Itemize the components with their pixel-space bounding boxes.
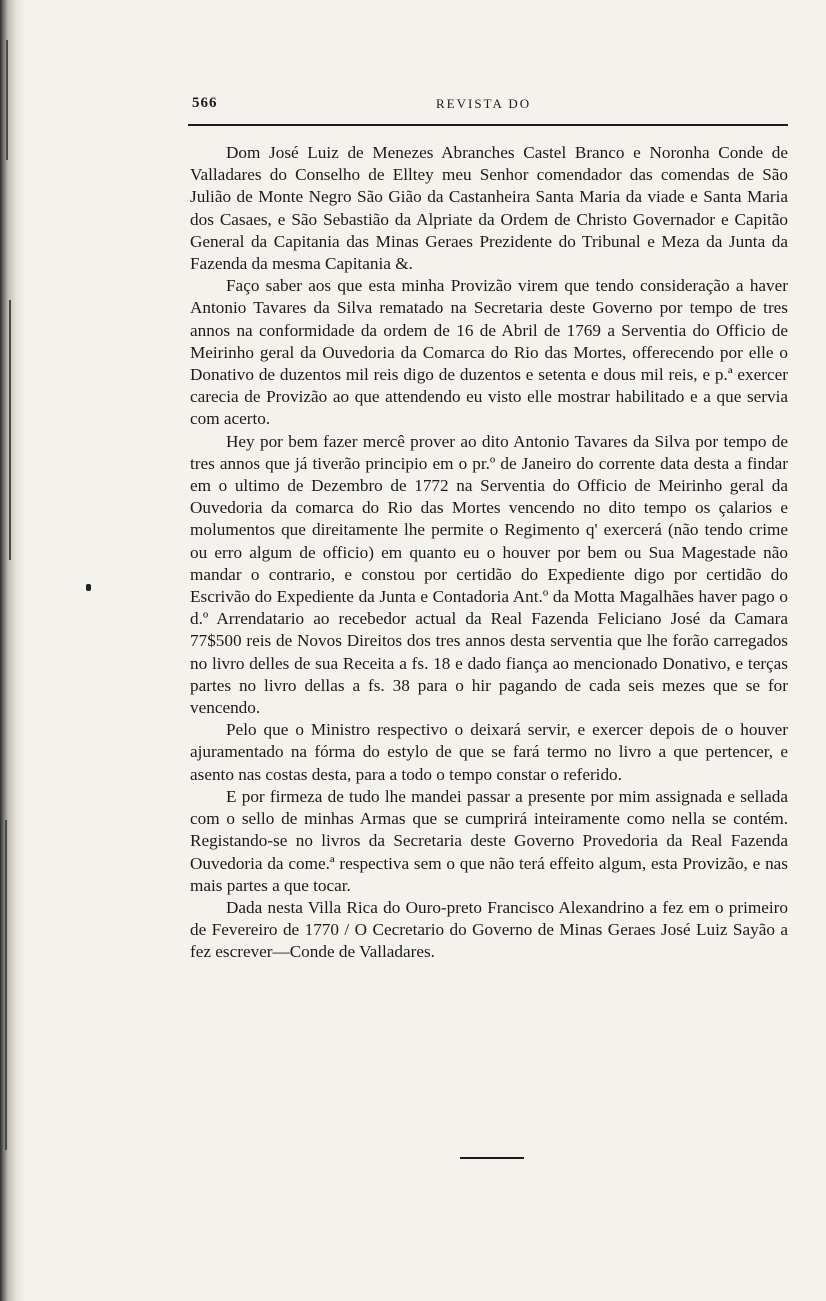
paragraph-intro: Dom José Luiz de Menezes Abranches Castel Branco e Noronha Conde de Valladares do Conselho de Elltey meu Senhor comendador das comendas de São Julião de Monte Negro São Gião da Castanheira Santa Maria da viade e Santa Maria dos Casaes, e São Sebastião da Alpriate da Ordem de Christo Governador e Capitão General da Capitania das Minas Geraes Prezidente do Tribunal e Meza da Junta da Fazenda da mesma Capitania &. — [190, 143, 788, 274]
running-head: REVISTA DO — [436, 96, 532, 111]
binding-mark — [6, 40, 8, 160]
paragraph-considerations: Faço saber aos que esta minha Provizão virem que tendo consideração a haver Antonio Tavares da Silva rematado na Secretaria deste Governo por tempo de tres annos na conformidade da ordem de 16 de Abril de 1769 a Serventia do Officio de Meirinho geral da Ouvedoria da Comarca do Rio das Mortes, offerecendo por elle o Donativo de duzentos mil reis digo de duzentos e setenta e dous mil reis, e p.ª exercer carecia de Provizão ao que attendendo eu visto elle mostrar habilitado e a que servia com acerto. — [190, 276, 788, 429]
page-header — [190, 92, 788, 118]
paragraph-signature-clause: E por firmeza de tudo lhe mandei passar a presente por mim assignada e sellada com o sello de minhas Armas que se cumprirá inteiramente como nella se contém. Registando-se no livros da Secretaria deste Governo Provedoria da Real Fazenda Ouvedoria da come.ª respectiva sem o que não terá effeito algum, esta Provizão, e nas mais partes a que tocar. — [190, 786, 788, 895]
closing-rule — [460, 1157, 524, 1159]
paragraph-dated: Dada nesta Villa Rica do Ouro-preto Francisco Alexandrino a fez em o primeiro de Fevereiro de 1770 / O Cecretario do Governo de Minas Geraes José Luiz Sayão a fez escrever—Conde de Valladares. — [190, 897, 788, 962]
ink-spot — [86, 584, 91, 591]
paragraph-appointment: Hey por bem fazer mercê prover ao dito Antonio Tavares da Silva por tempo de tres annos que já tiverão principio em o pr.º de Janeiro do corrente data desta a findar em o ultimo de Dezembro de 1772 na Serventia do Officio de Meirinho geral da Ouvedoria da comarca do Rio das Mortes vencendo no dito tempo os çalarios e molumentos que direitamente lhe permite o Regimento q' exercerá (não tendo crime ou erro algum de officio) em quanto eu o houver por bem ou Sua Magestade não mandar o contrario, e constou por certidão do Expediente digo por certidão do Escrivão do Expediente da Junta e Contadoria Ant.º da Motta Magalhães haver pago o d.º Arrendatario ao recebedor actual da Real Fazenda Feliciano José da Camara 77$500 reis de Novos Direitos dos tres annos desta serventia que lhe forão carregados no livro delles de sua Receita a fs. 18 e dado fiança ao mencionado Donativo, e terças partes no livro dellas a fs. 38 para o hir pagando de cada seis mezes que se for vencendo. — [190, 431, 788, 718]
binding-mark — [5, 820, 7, 1150]
header-rule — [188, 124, 788, 126]
document-body — [190, 142, 788, 964]
page-number: 566 — [192, 95, 218, 111]
binding-mark — [9, 300, 11, 560]
book-page — [190, 92, 788, 962]
book-binding-edge — [0, 0, 26, 1301]
paragraph-minister: Pelo que o Ministro respectivo o deixará servir, e exercer depois de o houver ajuramentado na fórma do estylo de que se fará termo no livro a que pertencer, e asento nas costas desta, para a todo o tempo constar o referido. — [190, 720, 788, 784]
